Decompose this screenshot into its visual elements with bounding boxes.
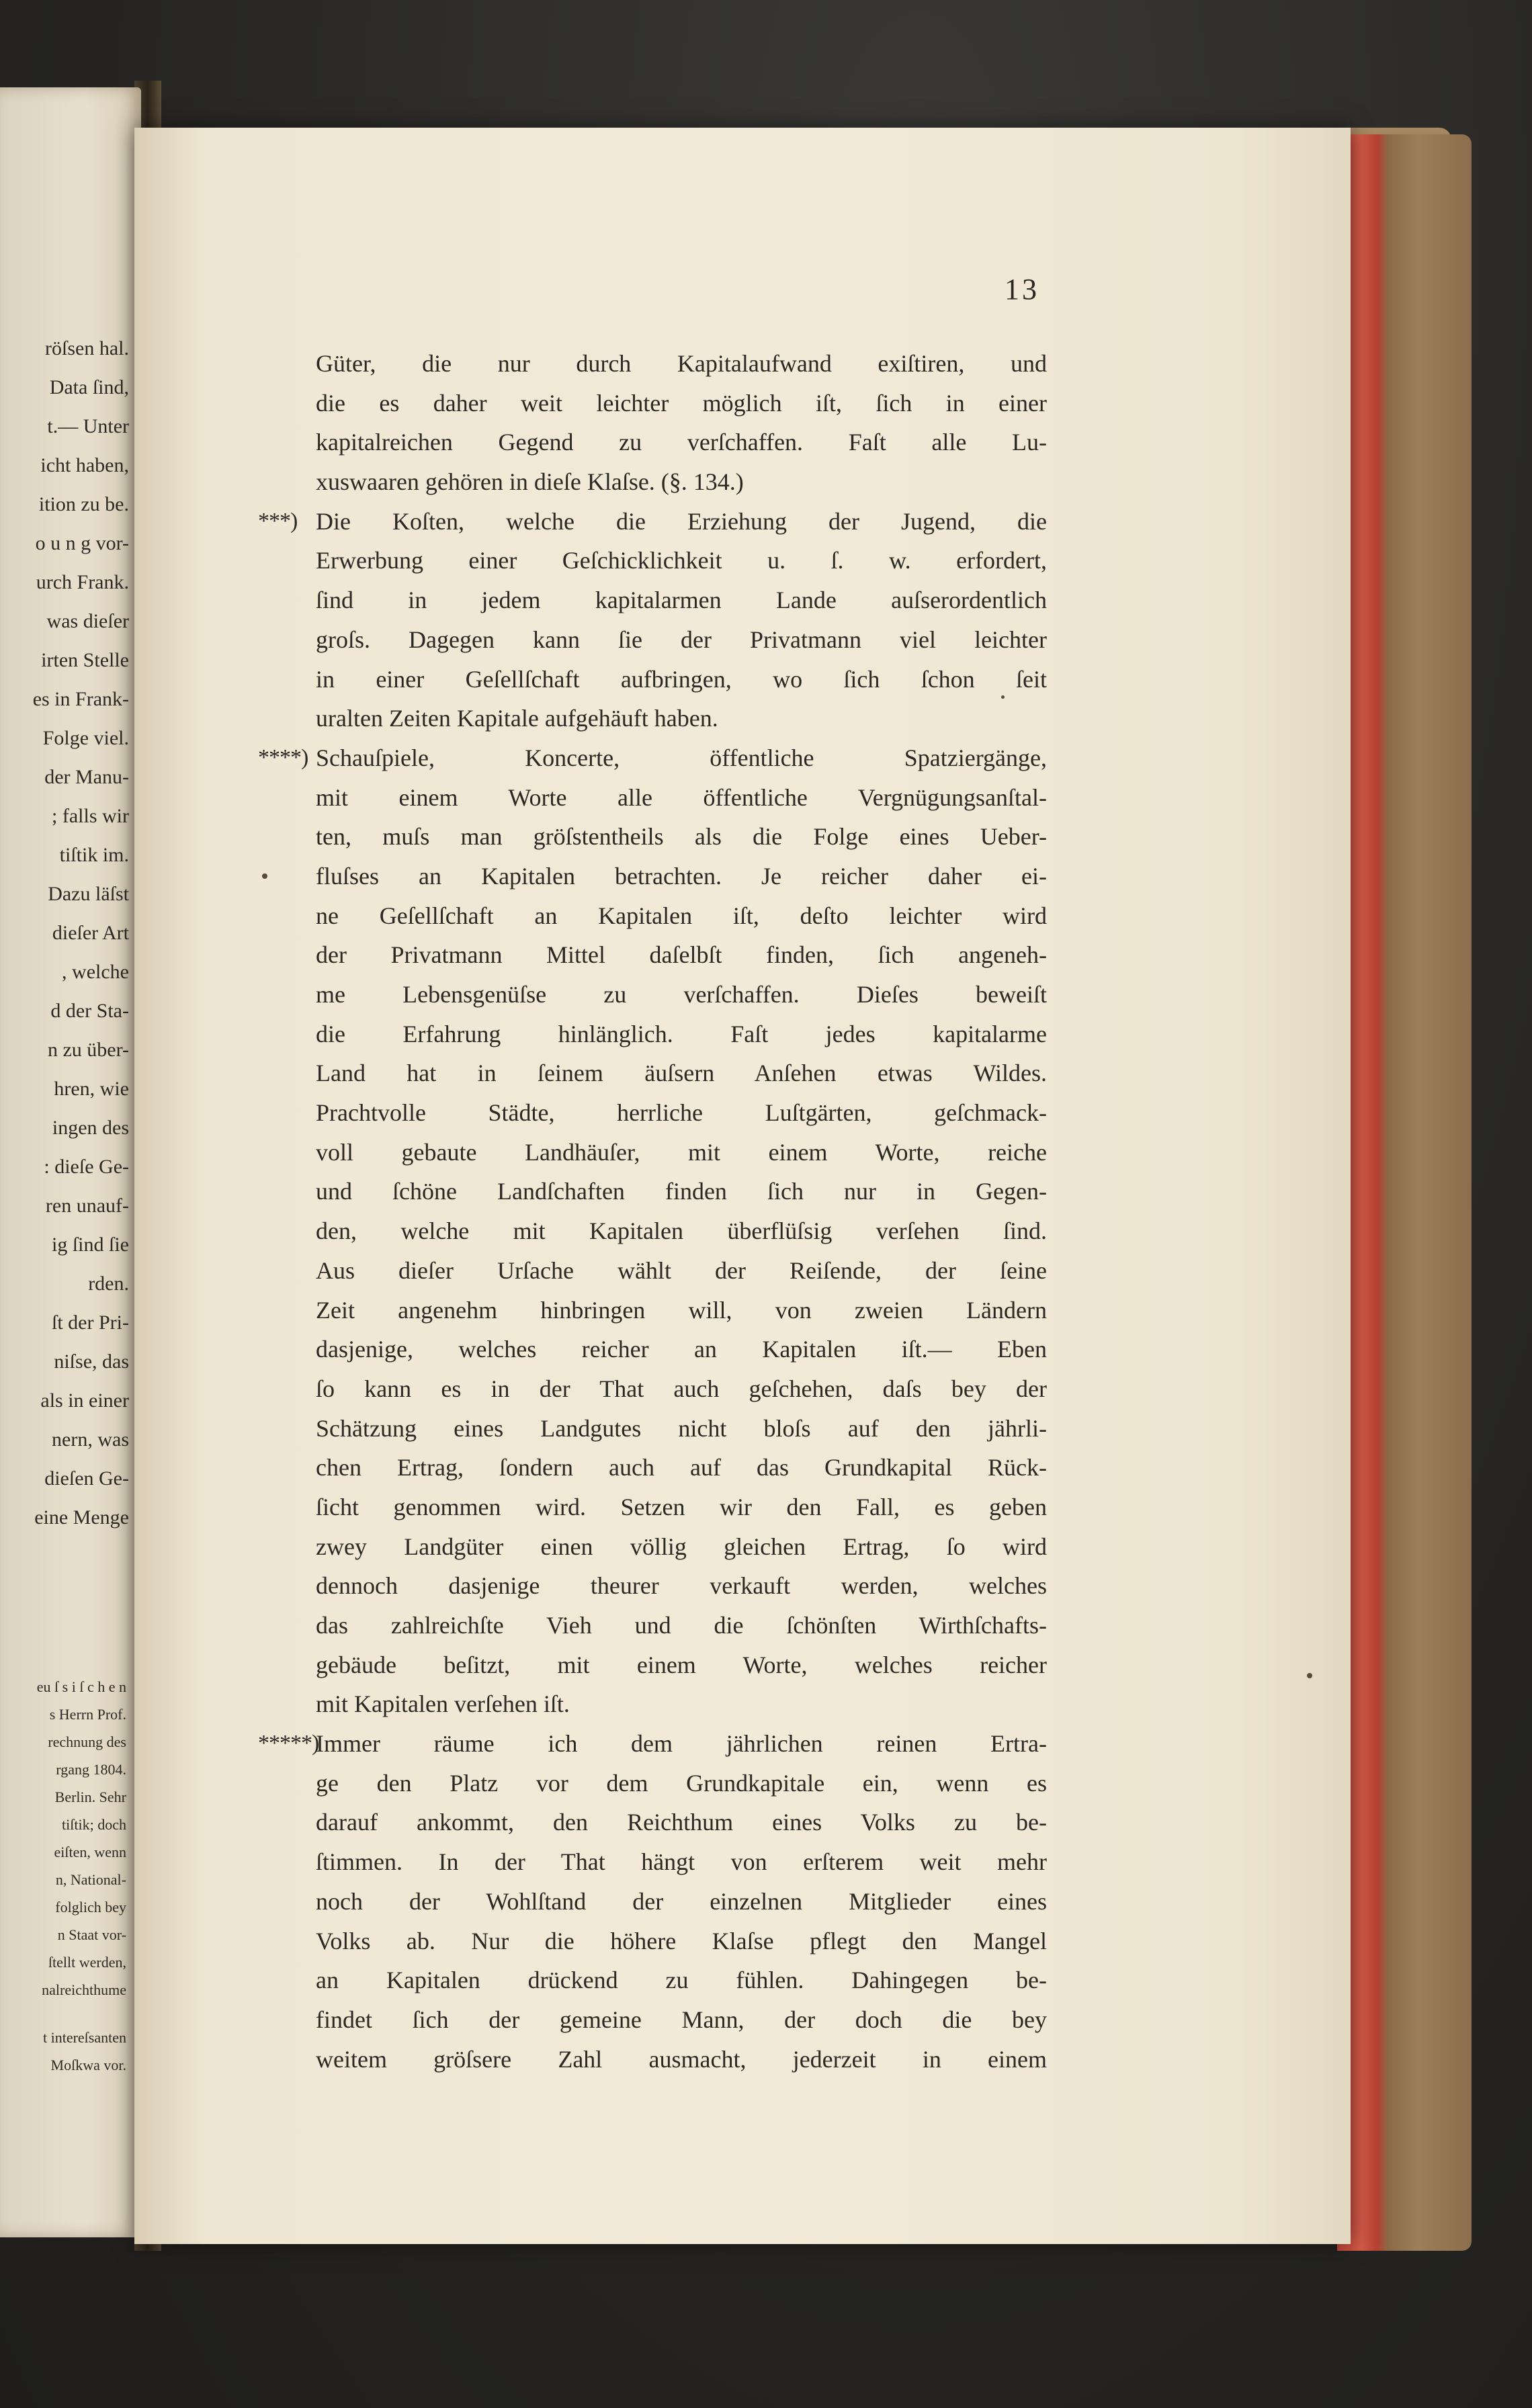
left-page-line: ition zu be. <box>38 493 129 515</box>
text-line-content: me Lebensgenüſse zu verſchaffen. Dieſes beweiſt <box>316 981 1047 1008</box>
left-page-footnote-line: s Herrn Prof. <box>49 1706 126 1723</box>
left-page-line: n zu über- <box>47 1039 129 1061</box>
left-page-line: rden. <box>88 1273 129 1295</box>
text-line-content: Die Koſten, welche die Erziehung der Jugend, die <box>316 507 1047 535</box>
main-text-block <box>258 344 1047 2079</box>
text-line-content: uralten Zeiten Kapitale aufgehäuft haben. <box>316 705 718 732</box>
text-line <box>316 1133 1047 1172</box>
text-line-content: chen Ertrag, ſondern auch auf das Grundkapital Rück- <box>316 1454 1047 1481</box>
text-line-content: groſs. Dagegen kann ſie der Privatmann viel leichter <box>316 626 1047 653</box>
left-page-line: : dieſe Ge- <box>44 1156 129 1178</box>
left-page-footnote-line: rechnung des <box>48 1733 126 1750</box>
page-number: 13 <box>1005 273 1039 306</box>
text-line <box>316 660 1047 699</box>
text-line <box>316 1054 1047 1093</box>
text-line <box>316 699 1047 738</box>
text-line <box>316 935 1047 975</box>
left-page-line: ; falls wir <box>52 805 129 827</box>
text-line <box>316 1448 1047 1488</box>
text-line-content: fluſses an Kapitalen betrachten. Je reicher daher ei- <box>316 862 1047 890</box>
text-line-content: darauf ankommt, den Reichthum eines Volks zu be- <box>316 1809 1047 1836</box>
left-page-footnote-line: t intereſsanten <box>42 2029 126 2046</box>
text-line-content: mit Kapitalen verſehen iſt. <box>316 1690 570 1718</box>
left-page-footnote-line: ſtellt werden, <box>48 1954 126 1971</box>
footnote-marker: *****) <box>258 1731 319 1756</box>
left-page-line: ſt der Pri- <box>52 1312 129 1334</box>
text-line-content: der Privatmann Mittel daſelbſt finden, ſich angeneh- <box>316 941 1047 969</box>
text-line-content: dasjenige, welches reicher an Kapitalen iſt.— Eben <box>316 1336 1047 1363</box>
left-page-text <box>0 329 129 1537</box>
left-page-line: niſse, das <box>54 1350 129 1373</box>
text-line <box>316 817 1047 857</box>
text-line-content: Volks ab. Nur die höhere Klaſse pflegt den Mangel <box>316 1927 1047 1954</box>
text-line <box>258 1724 1047 1764</box>
text-line <box>316 1527 1047 1567</box>
text-line <box>316 1093 1047 1133</box>
text-line <box>316 1409 1047 1449</box>
text-line-content: in einer Geſellſchaft aufbringen, wo ſich ſchon ſeit <box>316 665 1047 693</box>
text-line-content: das zahlreichſte Vieh und die ſchönſten Wirthſchafts- <box>316 1612 1047 1639</box>
left-page-line: als in einer <box>40 1389 129 1412</box>
text-line <box>316 975 1047 1015</box>
left-page-footnote-line: rgang 1804. <box>56 1761 126 1778</box>
left-page-footnote-line: folglich bey <box>55 1899 126 1916</box>
text-line-content: Prachtvolle Städte, herrliche Luſtgärten, geſchmack- <box>316 1099 1047 1127</box>
left-page-line: ren unauf- <box>45 1195 129 1217</box>
text-line-content: Aus dieſer Urſache wählt der Reiſende, der ſeine <box>316 1256 1047 1284</box>
left-page-line: t.— Unter <box>47 415 129 437</box>
text-line <box>316 1251 1047 1291</box>
text-line <box>316 778 1047 818</box>
left-page-footnotes <box>0 1673 126 2079</box>
left-page-footnote-line: nalreichthume <box>42 1981 126 1998</box>
left-page-line: eine Menge <box>34 1506 129 1529</box>
left-page-footnote-line: eiſten, wenn <box>54 1844 126 1860</box>
left-page-line: dieſen Ge- <box>44 1467 129 1490</box>
text-line <box>316 1369 1047 1409</box>
text-line-content: ne Geſellſchaft an Kapitalen iſt, deſto leichter wird <box>316 902 1047 929</box>
text-line-content: ſicht genommen wird. Setzen wir den Fall, es geben <box>316 1493 1047 1520</box>
text-line <box>316 423 1047 462</box>
left-page-line: dieſer Art <box>52 922 129 944</box>
text-line <box>316 896 1047 936</box>
text-line-content: die Erfahrung hinlänglich. Faſt jedes kapitalarme <box>316 1020 1047 1047</box>
left-page-footnote-line: Berlin. Sehr <box>54 1789 126 1805</box>
paper-speck <box>1307 1673 1312 1678</box>
text-line <box>316 1606 1047 1645</box>
text-line <box>316 1330 1047 1369</box>
book-red-edge <box>1337 134 1472 2251</box>
text-line-content: Erwerbung einer Geſchicklichkeit u. ſ. w. erfordert, <box>316 547 1047 574</box>
text-line <box>316 857 1047 896</box>
left-page-footnote-line: tiſtik; doch <box>62 1816 126 1833</box>
text-line-content: ſtimmen. In der That hängt von erſterem weit mehr <box>316 1848 1047 1876</box>
left-page-line: röſsen hal. <box>45 337 129 359</box>
paper-speck <box>262 873 267 879</box>
left-page-line: icht haben, <box>40 454 129 476</box>
left-page-line: o u n g vor- <box>35 532 129 554</box>
text-line-content: dennoch dasjenige theurer verkauft werden, welches <box>316 1572 1047 1600</box>
text-line-content: mit einem Worte alle öffentliche Vergnügungsanſtal- <box>316 783 1047 811</box>
text-line <box>316 1015 1047 1054</box>
text-line-content: zwey Landgüter einen völlig gleichen Ertrag, ſo wird <box>316 1533 1047 1560</box>
text-line-content: und ſchöne Landſchaften finden ſich nur in Gegen- <box>316 1178 1047 1205</box>
text-line <box>258 738 1047 778</box>
left-page <box>0 87 141 2237</box>
text-line <box>316 1803 1047 1842</box>
text-line <box>316 1566 1047 1606</box>
text-line-content: den, welche mit Kapitalen überflüſsig verſehen ſind. <box>316 1217 1047 1245</box>
text-line <box>316 462 1047 502</box>
left-page-line: was dieſer <box>46 610 129 632</box>
left-page-footnote-line: eu ſ s i ſ c h e n <box>36 1678 126 1695</box>
text-line <box>316 620 1047 660</box>
text-line <box>316 384 1047 423</box>
left-page-line: nern, was <box>52 1428 129 1451</box>
text-line-content: Schätzung eines Landgutes nicht bloſs auf den jährli- <box>316 1414 1047 1442</box>
text-line <box>316 2000 1047 2040</box>
text-line-content: Schauſpiele, Koncerte, öffentliche Spatziergänge, <box>316 744 1047 771</box>
text-line <box>316 580 1047 620</box>
text-line <box>316 1211 1047 1251</box>
text-line <box>316 1488 1047 1527</box>
text-line <box>316 2040 1047 2079</box>
text-line-content: Zeit angenehm hinbringen will, von zweien Ländern <box>316 1296 1047 1324</box>
left-page-line: Folge viel. <box>42 727 129 749</box>
footnote-marker: ****) <box>258 744 308 770</box>
text-line-content: gebäude beſitzt, mit einem Worte, welches reicher <box>316 1651 1047 1678</box>
text-line-content: xuswaaren gehören in dieſe Klaſse. (§. 134.) <box>316 468 744 496</box>
left-page-line: urch Frank. <box>36 571 129 593</box>
text-line-content: an Kapitalen drückend zu fühlen. Dahingegen be- <box>316 1967 1047 1994</box>
left-page-line: ig ſind ſie <box>52 1234 129 1256</box>
text-line <box>316 1684 1047 1724</box>
text-line <box>316 1291 1047 1330</box>
left-page-line: Data ſind, <box>49 376 129 398</box>
left-page-line: , welche <box>62 961 129 983</box>
text-line <box>316 1922 1047 1961</box>
text-line <box>258 502 1047 542</box>
text-line-content: findet ſich der gemeine Mann, der doch die bey <box>316 2006 1047 2033</box>
left-page-line: der Manu- <box>44 766 129 788</box>
text-line-content: weitem gröſsere Zahl ausmacht, jederzeit in einem <box>316 2045 1047 2073</box>
left-page-line: ingen des <box>52 1117 129 1139</box>
footnote-marker: ***) <box>258 508 298 533</box>
left-page-line: d der Sta- <box>50 1000 129 1022</box>
text-line-content: die es daher weit leichter möglich iſt, ſich in einer <box>316 389 1047 417</box>
text-line <box>316 541 1047 580</box>
left-page-footnote-line: n Staat vor- <box>57 1926 126 1943</box>
text-line <box>316 1842 1047 1882</box>
text-line-content: Immer räume ich dem jährlichen reinen Ertra- <box>316 1730 1047 1758</box>
text-line-content: ſind in jedem kapitalarmen Lande auſserordentlich <box>316 587 1047 614</box>
text-line-content: Güter, die nur durch Kapitalaufwand exiſtiren, und <box>316 350 1047 377</box>
left-page-line: Dazu läſst <box>48 883 129 905</box>
text-line <box>316 1645 1047 1685</box>
text-line-content: ſo kann es in der That auch geſchehen, daſs bey der <box>316 1375 1047 1402</box>
text-line <box>316 344 1047 384</box>
text-line-content: kapitalreichen Gegend zu verſchaffen. Faſt alle Lu- <box>316 429 1047 456</box>
text-line-content: ge den Platz vor dem Grundkapitale ein, wenn es <box>316 1769 1047 1797</box>
text-line <box>316 1882 1047 1922</box>
text-line-content: ten, muſs man gröſstentheils als die Folge eines Ueber- <box>316 823 1047 851</box>
left-page-line: tiſtik im. <box>59 844 129 866</box>
text-line-content: noch der Wohlſtand der einzelnen Mitglieder eines <box>316 1887 1047 1915</box>
left-page-footnote-line: n, National- <box>55 1871 126 1888</box>
left-page-footnote-line: Moſkwa vor. <box>50 2057 126 2073</box>
left-page-line: hren, wie <box>54 1078 129 1100</box>
left-page-line: irten Stelle <box>41 649 129 671</box>
text-line <box>316 1961 1047 2000</box>
text-line <box>316 1764 1047 1803</box>
text-line-content: voll gebaute Landhäuſer, mit einem Worte, reiche <box>316 1138 1047 1166</box>
text-line <box>316 1172 1047 1211</box>
left-page-line: es in Frank- <box>32 688 129 710</box>
text-line-content: Land hat in ſeinem äuſsern Anſehen etwas Wildes. <box>316 1060 1047 1087</box>
